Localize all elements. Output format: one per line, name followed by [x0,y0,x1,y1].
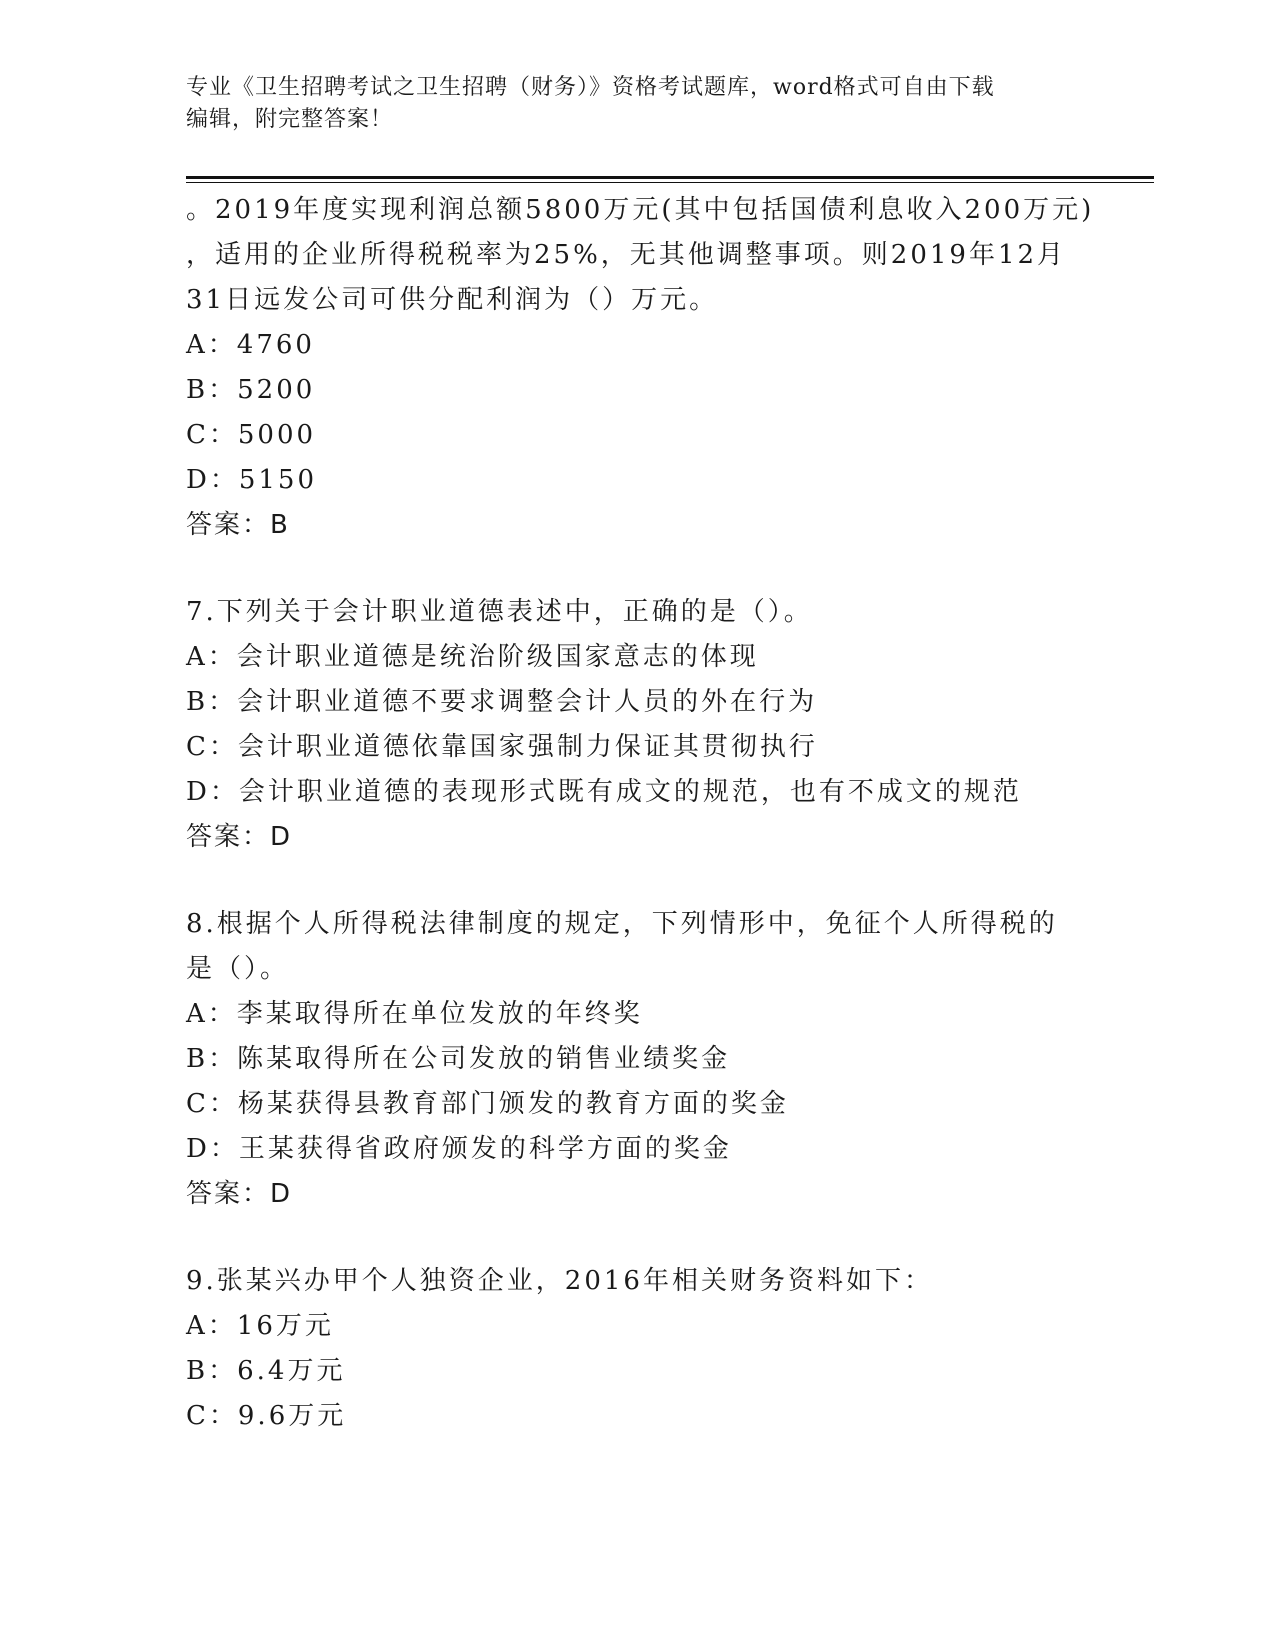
question-stem-line: 7.下列关于会计职业道德表述中，正确的是（）。 [186,597,813,627]
option-b: B：会计职业道德不要求调整会计人员的外在行为 [186,687,818,717]
question-7 [186,590,1086,860]
spacer [186,1217,1086,1259]
option-b: B：6.4万元 [186,1356,346,1386]
question-stem-line: 8.根据个人所得税法律制度的规定，下列情形中，免征个人所得税的 [186,909,1058,939]
option-b: B：陈某取得所在公司发放的销售业绩奖金 [186,1044,731,1074]
option-a: A：会计职业道德是统治阶级国家意志的体现 [186,642,759,672]
option-a: A：李某取得所在单位发放的年终奖 [186,999,643,1029]
answer-line: 答案：D [186,1179,293,1209]
option-d: D：5150 [186,465,318,495]
option-d: D：王某获得省政府颁发的科学方面的奖金 [186,1134,732,1164]
question-8 [186,902,1086,1217]
question-stem-line: 31日远发公司可供分配利润为（）万元。 [186,285,719,315]
option-a: A：16万元 [186,1311,334,1341]
spacer [186,548,1086,590]
option-c: C：杨某获得县教育部门颁发的教育方面的奖金 [186,1089,789,1119]
option-a: A：4760 [186,330,315,360]
header-line-1: 专业《卫生招聘考试之卫生招聘（财务）》资格考试题库，word格式可自由下载 [186,75,995,100]
question-list [186,188,1095,1439]
option-c: C：会计职业道德依靠国家强制力保证其贯彻执行 [186,732,818,762]
spacer [186,860,1086,902]
option-c: C：9.6万元 [186,1401,347,1431]
option-d: D：会计职业道德的表现形式既有成文的规范，也有不成文的规范 [186,777,1022,807]
question-6 [186,188,1095,548]
document-header [186,72,1086,136]
answer-line: 答案：B [186,510,290,540]
option-b: B：5200 [186,375,316,405]
header-divider-thin [186,182,1154,183]
header-divider-thick [186,176,1154,179]
question-stem-line: 。2019年度实现利润总额5800万元(其中包括国债利息收入200万元) [186,195,1095,225]
answer-line: 答案：D [186,822,293,852]
question-stem-line: 9.张某兴办甲个人独资企业，2016年相关财务资料如下： [186,1266,933,1296]
option-c: C：5000 [186,420,317,450]
question-stem-line: 是（）。 [186,954,290,984]
question-stem-line: ，适用的企业所得税税率为25%，无其他调整事项。则2019年12月 [186,240,1067,270]
header-line-2: 编辑，附完整答案！ [186,107,394,132]
question-9 [186,1259,1086,1439]
